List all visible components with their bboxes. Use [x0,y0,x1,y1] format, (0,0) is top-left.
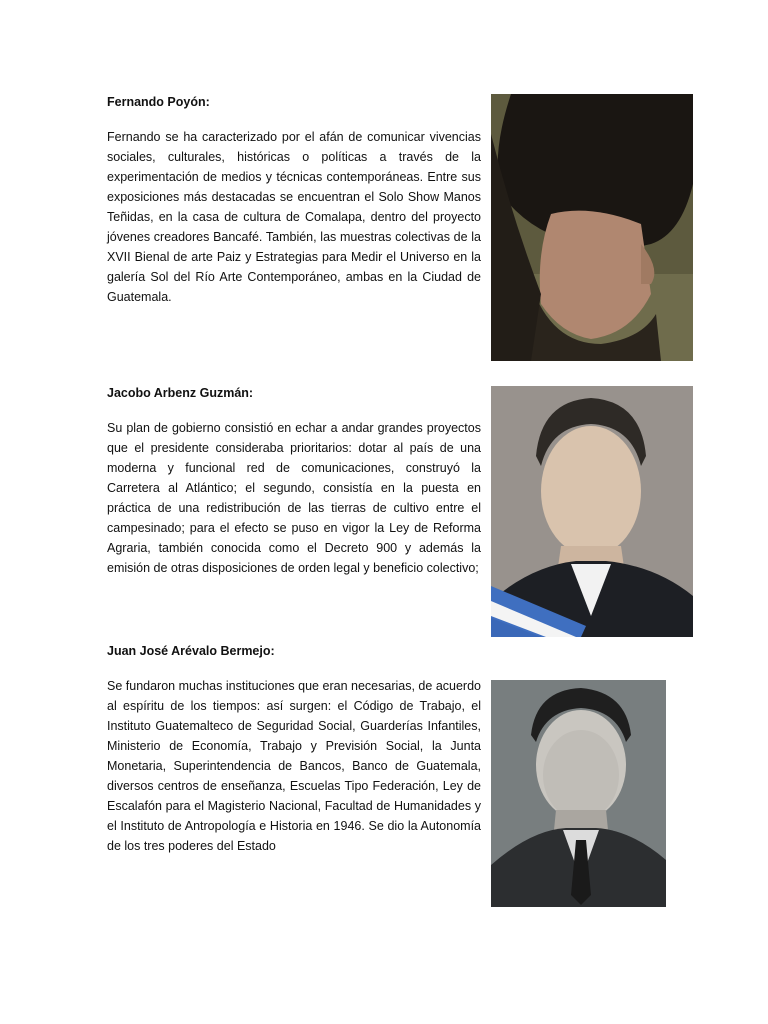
portrait-fernando-poyon [491,94,693,361]
section-heading: Jacobo Arbenz Guzmán: [107,386,254,400]
section-fernando-poyon [107,94,481,307]
section-heading: Juan José Arévalo Bermejo: [107,644,275,658]
section-juan-jose-arevalo [107,643,481,856]
section-jacobo-arbenz [107,385,481,578]
section-body-text: Su plan de gobierno consistió en echar a andar grandes proyectos que el presidente consideraba prioritarios: dotar al país de una moderna y funcional red de comunicaciones, construyó la Carretera al Atlántico; el segundo, consistía en la puesta en práctica de una redistribución de las tierras de cultivo entre el campesinado; para el efecto se puso en vigor la Ley de Reforma Agraria, también conocida como el Decreto 900 y además la emisión de otras disposiciones de orden legal y beneficio colectivo; [107,421,481,575]
portrait-jacobo-arbenz [491,386,693,637]
section-heading: Fernando Poyón: [107,95,210,109]
section-body-text: Se fundaron muchas instituciones que eran necesarias, de acuerdo al espíritu de los tiempos: así surgen: el Código de Trabajo, el Instituto Guatemalteco de Seguridad Social, Guarderías Infantiles, Ministerio de Economía, Trabajo y Previsión Social, la Junta Monetaria, Superintendencia de Bancos, Banco de Guatemala, diversos centros de enseñanza, Escuelas Tipo Federación, Ley de Escalafón para el Magisterio Nacional, Facultad de Humanidades y el Instituto de Antropología e Historia en 1946. Se dio la Autonomía de los tres poderes del Estado [107,679,481,853]
section-body-text: Fernando se ha caracterizado por el afán de comunicar vivencias sociales, culturales, históricas o políticas a través de la experimentación de medios y técnicas contemporáneas. Entre sus exposiciones más destacadas se encuentran el Solo Show Manos Teñidas, en la casa de cultura de Comalapa, dentro del proyecto jóvenes creadores Bancafé. También, las muestras colectivas de la XVII Bienal de arte Paiz y Estrategias para Medir el Universo en la galería Sol del Río Arte Contemporáneo, ambas en la Ciudad de Guatemala. [107,130,481,304]
portrait-juan-jose-arevalo [491,680,666,907]
